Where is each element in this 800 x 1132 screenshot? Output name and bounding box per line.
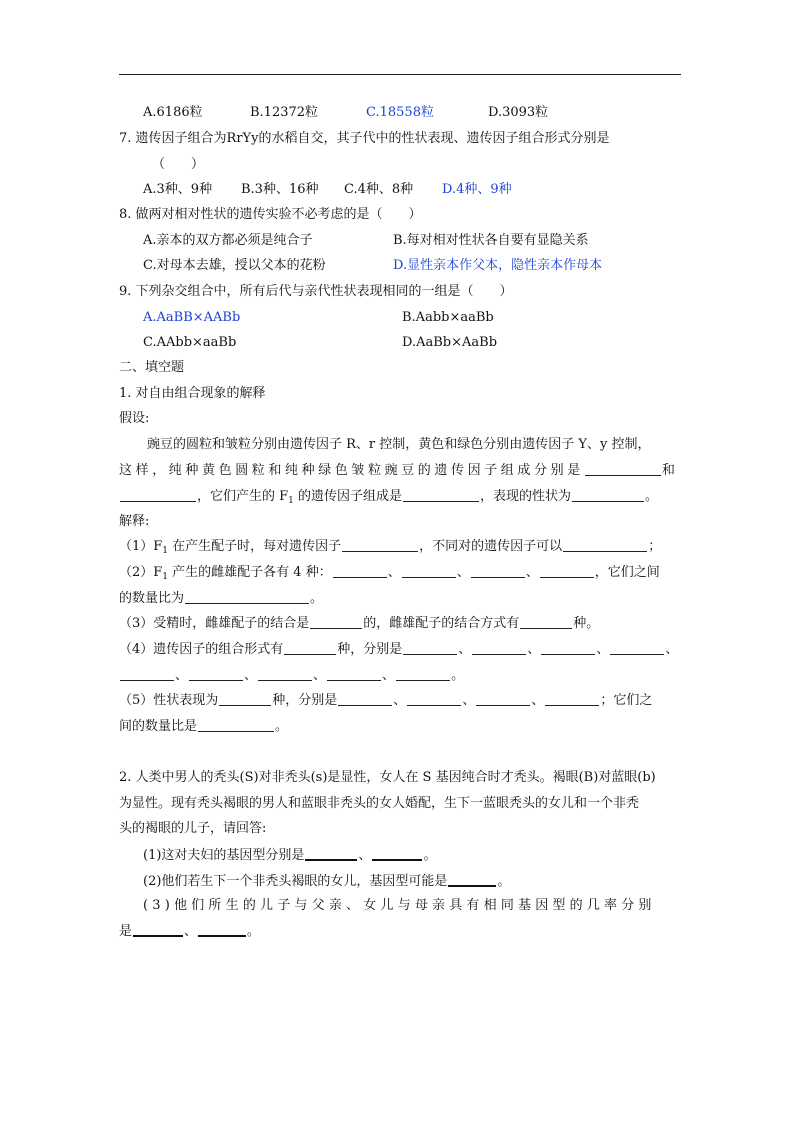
explain-1a: （1）F bbox=[119, 539, 163, 554]
blank[interactable] bbox=[310, 615, 362, 629]
q6-option-c: C.18558粒 bbox=[366, 105, 434, 120]
fill2-sub-3-cont bbox=[119, 922, 260, 941]
explain-5c: ；它们之 bbox=[600, 693, 653, 708]
sep: 、 bbox=[387, 565, 401, 580]
blank[interactable] bbox=[189, 667, 243, 681]
q8-option-b: B.每对相对性状各自要有显隐关系 bbox=[393, 233, 589, 248]
hypothesis-text-2a: 这样，纯种黄色圆粒和纯种绿色皱粒豌豆的遗传因子组成分别是 bbox=[119, 463, 584, 478]
fill2-sub-3b: 是 bbox=[119, 924, 133, 939]
explain-5 bbox=[119, 692, 652, 710]
q7-option-c: C.4种、8种 bbox=[344, 182, 414, 197]
sep: 、 bbox=[665, 642, 679, 657]
section-heading: 二、填空题 bbox=[119, 360, 185, 375]
explain-2 bbox=[119, 564, 660, 586]
blank[interactable] bbox=[540, 564, 594, 578]
blank[interactable] bbox=[120, 667, 174, 681]
explain-2d: 的数量比为 bbox=[119, 591, 185, 606]
hypothesis-text-3d: 。 bbox=[645, 489, 659, 504]
explain-1 bbox=[119, 538, 661, 560]
explain-3a: （3）受精时，雌雄配子的结合是 bbox=[119, 616, 310, 631]
hypothesis-line-3 bbox=[119, 488, 658, 510]
q7-option-d: D.4种、9种 bbox=[442, 182, 512, 197]
explain-2b: 产生的雌雄配子各有 4 种： bbox=[168, 565, 332, 580]
blank[interactable] bbox=[258, 667, 312, 681]
sep: 、 bbox=[175, 668, 189, 683]
explain-1c: ，不同对的遗传因子可以 bbox=[419, 539, 563, 554]
fill2-sub-2 bbox=[143, 872, 510, 891]
blank[interactable] bbox=[541, 641, 595, 655]
explain-5a: （5）性状表现为 bbox=[119, 693, 219, 708]
subscript: 1 bbox=[162, 572, 169, 582]
q9-option-d: D.AaBb×AaBb bbox=[402, 335, 498, 350]
blank[interactable] bbox=[198, 922, 246, 937]
blank[interactable] bbox=[284, 641, 336, 655]
explain-4b: 种，分别是 bbox=[337, 642, 403, 657]
q9-option-a: A.AaBB×AABb bbox=[143, 310, 241, 325]
blank[interactable] bbox=[545, 692, 599, 706]
header-rule bbox=[119, 74, 681, 75]
q8-stem: 8. 做两对相对性状的遗传实验不必考虑的是（ ） bbox=[119, 207, 422, 222]
q7-option-a: A.3种、9种 bbox=[143, 182, 213, 197]
explain-3b: 的，雌雄配子的结合方式有 bbox=[363, 616, 520, 631]
blank[interactable] bbox=[120, 488, 196, 502]
explain-5d: 间的数量比是 bbox=[119, 719, 198, 734]
fill2-sub-3a: (3)他们所生的儿子与父亲、女儿与母亲具有相同基因型的几率分别 bbox=[143, 898, 656, 913]
blank[interactable] bbox=[198, 718, 274, 732]
fill2-sub-1 bbox=[143, 846, 436, 865]
q8-option-d: D.显性亲本作父本，隐性亲本作母本 bbox=[393, 258, 603, 273]
sep: 、 bbox=[244, 668, 258, 683]
q9-stem: 9. 下列杂交组合中，所有后代与亲代性状表现相同的一组是（ ） bbox=[119, 284, 513, 299]
q6-option-b: B.12372粒 bbox=[250, 105, 319, 120]
explain-2e: 。 bbox=[310, 591, 324, 606]
q8-option-c: C.对母本去雄，授以父本的花粉 bbox=[143, 258, 326, 273]
blank[interactable] bbox=[133, 922, 183, 937]
fill2-line-3: 头的褐眼的儿子，请回答: bbox=[119, 821, 267, 836]
sep: 、 bbox=[393, 693, 407, 708]
fill2-sub-3c: 、 bbox=[184, 924, 198, 939]
hypothesis-text-3a: ，它们产生的 F bbox=[197, 489, 289, 504]
hypothesis-text-3b: 的遗传因子组成是 bbox=[293, 489, 403, 504]
blank[interactable] bbox=[610, 641, 664, 655]
blank[interactable] bbox=[476, 692, 530, 706]
fill2-sub-1b: 、 bbox=[358, 848, 372, 863]
blank[interactable] bbox=[471, 564, 525, 578]
blank[interactable] bbox=[333, 564, 387, 578]
sep: 、 bbox=[313, 668, 327, 683]
explain-1b: 在产生配子时，每对遗传因子 bbox=[168, 539, 342, 554]
q6-option-a: A.6186粒 bbox=[143, 105, 203, 120]
blank[interactable] bbox=[520, 615, 572, 629]
subscript: 1 bbox=[162, 546, 169, 556]
q9-option-b: B.Aabb×aaBb bbox=[402, 310, 494, 325]
fill1-title: 1. 对自由组合现象的解释 bbox=[119, 386, 266, 401]
sep: 、 bbox=[596, 642, 610, 657]
sep: 、 bbox=[456, 565, 470, 580]
blank[interactable] bbox=[305, 846, 357, 861]
blank[interactable] bbox=[403, 488, 479, 502]
blank[interactable] bbox=[396, 667, 450, 681]
explain-4 bbox=[119, 641, 678, 659]
blank[interactable] bbox=[402, 564, 456, 578]
sep: 、 bbox=[525, 565, 539, 580]
fill2-line-1: 2. 人类中男人的秃头(S)对非秃头(s)是显性，女人在 S 基因纯合时才秃头。褐眼(B)对蓝眼(b) bbox=[119, 770, 656, 785]
subscript: 1 bbox=[288, 496, 294, 506]
q9-option-c: C.AAbb×aaBb bbox=[143, 335, 237, 350]
blank[interactable] bbox=[585, 462, 661, 476]
q6-option-d: D.3093粒 bbox=[488, 105, 549, 120]
blank[interactable] bbox=[327, 667, 381, 681]
fill2-line-2: 为显性。现有秃头褐眼的男人和蓝眼非秃头的女人婚配，生下一蓝眼秃头的女儿和一个非秃 bbox=[119, 796, 640, 811]
blank[interactable] bbox=[572, 488, 644, 502]
blank[interactable] bbox=[448, 872, 496, 887]
explain-1d: ； bbox=[648, 539, 662, 554]
hypothesis-line-2 bbox=[119, 462, 675, 480]
blank[interactable] bbox=[372, 846, 422, 861]
q7-option-b: B.3种、16种 bbox=[241, 182, 319, 197]
blank[interactable] bbox=[563, 538, 647, 552]
blank[interactable] bbox=[338, 692, 392, 706]
sep: 、 bbox=[458, 642, 472, 657]
hypothesis-line-1: 豌豆的圆粒和皱粒分别由遗传因子 R、r 控制，黄色和绿色分别由遗传因子 Y、y 控制， bbox=[147, 437, 651, 452]
explain-2-cont bbox=[119, 590, 323, 608]
q8-option-a: A.亲本的双方都必须是纯合子 bbox=[143, 233, 313, 248]
q7-stem: 7. 遗传因子组合为RrYy的水稻自交，其子代中的性状表现、遗传因子组合形式分别是 bbox=[119, 131, 610, 146]
explain-4end: 。 bbox=[451, 668, 465, 683]
explain-4-cont bbox=[119, 667, 464, 685]
sep: 、 bbox=[527, 642, 541, 657]
hypothesis-label: 假设: bbox=[119, 411, 150, 426]
fill2-sub-1a: (1)这对夫妇的基因型分别是 bbox=[143, 848, 305, 863]
sep: 、 bbox=[462, 693, 476, 708]
explain-5e: 。 bbox=[275, 719, 289, 734]
fill2-sub-2b: 。 bbox=[497, 874, 511, 889]
q7-paren: （ ） bbox=[152, 157, 205, 172]
fill2-sub-3d: 。 bbox=[247, 924, 261, 939]
blank[interactable] bbox=[407, 692, 461, 706]
sep: 、 bbox=[531, 693, 545, 708]
explain-4a: （4）遗传因子的组合形式有 bbox=[119, 642, 284, 657]
blank[interactable] bbox=[472, 641, 526, 655]
explain-3 bbox=[119, 615, 599, 633]
explain-label: 解释: bbox=[119, 514, 150, 529]
hypothesis-text-3c: ，表现的性状为 bbox=[480, 489, 572, 504]
fill2-sub-3 bbox=[143, 897, 656, 915]
explain-5-cont bbox=[119, 718, 288, 736]
fill2-sub-2a: (2)他们若生下一个非秃头褐眼的女儿，基因型可能是 bbox=[143, 874, 448, 889]
explain-5b: 种，分别是 bbox=[272, 693, 338, 708]
explain-2a: （2）F bbox=[119, 565, 163, 580]
explain-2c: ，它们之间 bbox=[594, 565, 660, 580]
blank[interactable] bbox=[185, 590, 309, 604]
fill2-sub-1c: 。 bbox=[423, 848, 437, 863]
hypothesis-text-2b: 和 bbox=[661, 463, 675, 478]
blank[interactable] bbox=[219, 692, 271, 706]
explain-3c: 种。 bbox=[573, 616, 600, 631]
blank[interactable] bbox=[342, 538, 418, 552]
blank[interactable] bbox=[403, 641, 457, 655]
sep: 、 bbox=[382, 668, 396, 683]
